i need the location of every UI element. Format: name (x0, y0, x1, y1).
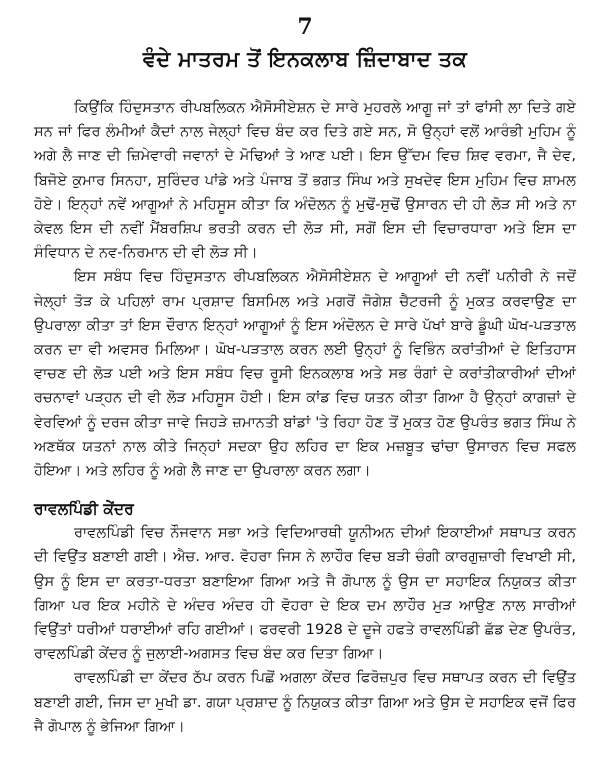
body-paragraph-2: ਇਸ ਸਬੰਧ ਵਿਚ ਹਿੰਦੁਸਤਾਨ ਰੀਪਬਲਿਕਨ ਐਸੋਸੀਏਸ਼ਨ ਦੇ ਆਗੂਆਂ ਦੀ ਨਵੀਂ ਪਨੀਰੀ ਨੇ ਜਦੋਂ ਜੇਲ੍ਹਾਂ ਤੋੜ ਕੇ ਪਹਿਲਾਂ ਰਾਮ ਪ੍ਰਸ਼ਾਦ ਬਿਸਮਿਲ ਅਤੇ ਮਗਰੋਂ ਜੋਗੇਸ਼ ਚੈਟਰਜੀ ਨੂੰ ਮੁਕਤ ਕਰਵਾਉਣ ਦਾ ਉਪਰਾਲਾ ਕੀਤਾ ਤਾਂ ਇਸ ਦੌਰਾਨ ਇਨ੍ਹਾਂ ਆਗੂਆਂ ਨੂੰ ਇਸ ਅੰਦੋਲਨ ਦੇ ਸਾਰੇ ਪੱਖਾਂ ਬਾਰੇ ਡੂੰਘੀ ਘੋਖ-ਪੜਤਾਲ ਕਰਨ ਦਾ ਵੀ ਅਵਸਰ ਮਿਲਿਆ। ਘੋਖ-ਪੜਤਾਲ ਕਰਨ ਲਈ ਉਨ੍ਹਾਂ ਨੂੰ ਵਿਭਿੰਨ ਕਰਾਂਤੀਆਂ ਦੇ ਇਤਿਹਾਸ ਵਾਚਣ ਦੀ ਲੋੜ ਪਈ ਅਤੇ ਇਸ ਸਬੰਧ ਵਿਚ ਰੂਸੀ ਇਨਕਲਾਬ ਅਤੇ ਸਭ ਰੰਗਾਂ ਦੇ ਕਰਾਂਤੀਕਾਰੀਆਂ ਦੀਆਂ ਰਚਨਾਵਾਂ ਪੜ੍ਹਨ ਦੀ ਵੀ ਲੋੜ ਮਹਿਸੂਸ ਹੋਈ। ਇਸ ਕਾਂਡ ਵਿਚ ਯਤਨ ਕੀਤਾ ਗਿਆ ਹੈ ਉਨ੍ਹਾਂ ਕਾਗਜ਼ਾਂ ਦੇ ਵੇਰਵਿਆਂ ਨੂੰ ਦਰਜ ਕੀਤਾ ਜਾਵੇ ਜਿਹੜੇ ਜ਼ਮਾਨਤੀ ਬਾਂਡਾਂ 'ਤੇ ਰਿਹਾ ਹੋਣ ਤੋਂ ਮੁਕਤ ਹੋਣ ਉਪਰੰਤ ਭਗਤ ਸਿੰਘ ਨੇ ਅਣਥੱਕ ਯਤਨਾਂ ਨਾਲ ਕੀਤੇ ਜਿਨ੍ਹਾਂ ਸਦਕਾ ਉਹ ਲਹਿਰ ਦਾ ਇਕ ਮਜ਼ਬੂਤ ਢਾਂਚਾ ਉਸਾਰਨ ਵਿਚ ਸਫਲ ਹੋਇਆ। ਅਤੇ ਲਹਿਰ ਨੂੰ ਅਗੇ ਲੈ ਜਾਣ ਦਾ ਉਪਰਾਲਾ ਕਰਨ ਲਗਾ। (34, 268, 576, 480)
chapter-title: ਵੰਦੇ ਮਾਤਰਮ ਤੋਂ ਇਨਕਲਾਬ ਜ਼ਿੰਦਾਬਾਦ ਤਕ (142, 47, 468, 71)
section-heading: ਰਾਵਲਪਿੰਡੀ ਕੇਂਦਰ (34, 500, 134, 519)
section-paragraph-2: ਰਾਵਲਪਿੰਡੀ ਦਾ ਕੇਂਦਰ ਠੱਪ ਕਰਨ ਪਿਛੋਂ ਅਗਲਾ ਕੇਂਦਰ ਫਿਰੋਜ਼ਪੁਰ ਵਿਚ ਸਥਾਪਤ ਕਰਨ ਦੀ ਵਿਉਂਤ ਬਣਾਈ ਗਈ, ਜਿਸ ਦਾ ਮੁਖੀ ਡਾ. ਗਯਾ ਪ੍ਰਸ਼ਾਦ ਨੂੰ ਨਿਯੁਕਤ ਕੀਤਾ ਗਿਆ ਅਤੇ ਉਸ ਦੇ ਸਹਾਇਕ ਵਜੋਂ ਫਿਰ ਜੈ ਗੋਪਾਲ ਨੂੰ ਭੇਜਿਆ ਗਿਆ। (34, 669, 576, 735)
section-paragraph-1: ਰਾਵਲਪਿੰਡੀ ਵਿਚ ਨੌਜਵਾਨ ਸਭਾ ਅਤੇ ਵਿਦਿਆਰਥੀ ਯੂਨੀਅਨ ਦੀਆਂ ਇਕਾਈਆਂ ਸਥਾਪਤ ਕਰਨ ਦੀ ਵਿਉਂਤ ਬਣਾਈ ਗਈ। ਐਚ. ਆਰ. ਵੋਹਰਾ ਜਿਸ ਨੇ ਲਾਹੌਰ ਵਿਚ ਬੜੀ ਚੰਗੀ ਕਾਰਗੁਜ਼ਾਰੀ ਵਿਖਾਈ ਸੀ, ਉਸ ਨੂੰ ਇਸ ਦਾ ਕਰਤਾ-ਧਰਤਾ ਬਣਾਇਆ ਗਿਆ ਅਤੇ ਜੈ ਗੋਪਾਲ ਨੂੰ ਉਸ ਦਾ ਸਹਾਇਕ ਨਿਯੁਕਤ ਕੀਤਾ ਗਿਆ ਪਰ ਇਕ ਮਹੀਨੇ ਦੇ ਅੰਦਰ ਅੰਦਰ ਹੀ ਵੋਹਰਾ ਦੇ ਇਕ ਦਮ ਲਾਹੌਰ ਮੁੜ ਆਉਣ ਨਾਲ ਸਾਰੀਆਂ ਵਿਉਂਤਾਂ ਧਰੀਆਂ ਧਰਾਈਆਂ ਰਹਿ ਗਈਆਂ। ਫਰਵਰੀ 1928 ਦੇ ਦੂਜੇ ਹਫਤੇ ਰਾਵਲਪਿੰਡੀ ਛੱਡ ਦੇਣ ਉਪਰੰਤ, ਰਾਵਲਪਿੰਡੀ ਕੇਂਦਰ ਨੂੰ ਜੁਲਾਈ-ਅਗਸਤ ਵਿਚ ਬੰਦ ਕਰ ਦਿਤਾ ਗਿਆ। (34, 524, 576, 663)
chapter-number: 7 (297, 14, 313, 40)
body-paragraph-1: ਕਿਉਂਕਿ ਹਿੰਦੁਸਤਾਨ ਰੀਪਬਲਿਕਨ ਐਸੋਸੀਏਸ਼ਨ ਦੇ ਸਾਰੇ ਮੁਹਰਲੇ ਆਗੂ ਜਾਂ ਤਾਂ ਫਾਂਸੀ ਲਾ ਦਿਤੇ ਗਏ ਸਨ ਜਾਂ ਫਿਰ ਲੰਮੀਆਂ ਕੈਦਾਂ ਨਾਲ ਜੇਲ੍ਹਾਂ ਵਿਚ ਬੰਦ ਕਰ ਦਿਤੇ ਗਏ ਸਨ, ਸੋ ਉਨ੍ਹਾਂ ਵਲੋਂ ਆਰੰਭੀ ਮੁਹਿਮ ਨੂੰ ਅਗੇ ਲੈ ਜਾਣ ਦੀ ਜ਼ਿਮੇਵਾਰੀ ਜਵਾਨਾਂ ਦੇ ਮੋਢਿਆਂ ਤੇ ਆਣ ਪਈ। ਇਸ ਉੱਦਮ ਵਿਚ ਸ਼ਿਵ ਵਰਮਾ, ਜੈ ਦੇਵ, ਬਿਜੋਏ ਕੁਮਾਰ ਸਿਨਹਾ, ਸੁਰਿੰਦਰ ਪਾਂਡੇ ਅਤੇ ਪੰਜਾਬ ਤੋਂ ਭਗਤ ਸਿੰਘ ਅਤੇ ਸੁਖਦੇਵ ਇਸ ਮੁਹਿਮ ਵਿਚ ਸ਼ਾਮਲ ਹੋਏ। ਇਨ੍ਹਾਂ ਨਵੇਂ ਆਗੂਆਂ ਨੇ ਮਹਿਸੂਸ ਕੀਤਾ ਕਿ ਅੰਦੋਲਨ ਨੂੰ ਮੁਢੋਂ-ਸੁਢੋਂ ਉਸਾਰਨ ਦੀ ਹੀ ਲੋੜ ਸੀ ਅਤੇ ਨਾ ਕੇਵਲ ਇਸ ਦੀ ਨਵੀਂ ਮੈਂਬਰਸ਼ਿਪ ਭਰਤੀ ਕਰਨ ਦੀ ਲੋੜ ਸੀ, ਸਗੋਂ ਇਸ ਦੀ ਵਿਚਾਰਧਾਰਾ ਅਤੇ ਇਸ ਦਾ ਸੰਵਿਧਾਨ ਦੇ ਨਵ-ਨਿਰਮਾਨ ਦੀ ਵੀ ਲੋੜ ਸੀ। (34, 99, 576, 262)
